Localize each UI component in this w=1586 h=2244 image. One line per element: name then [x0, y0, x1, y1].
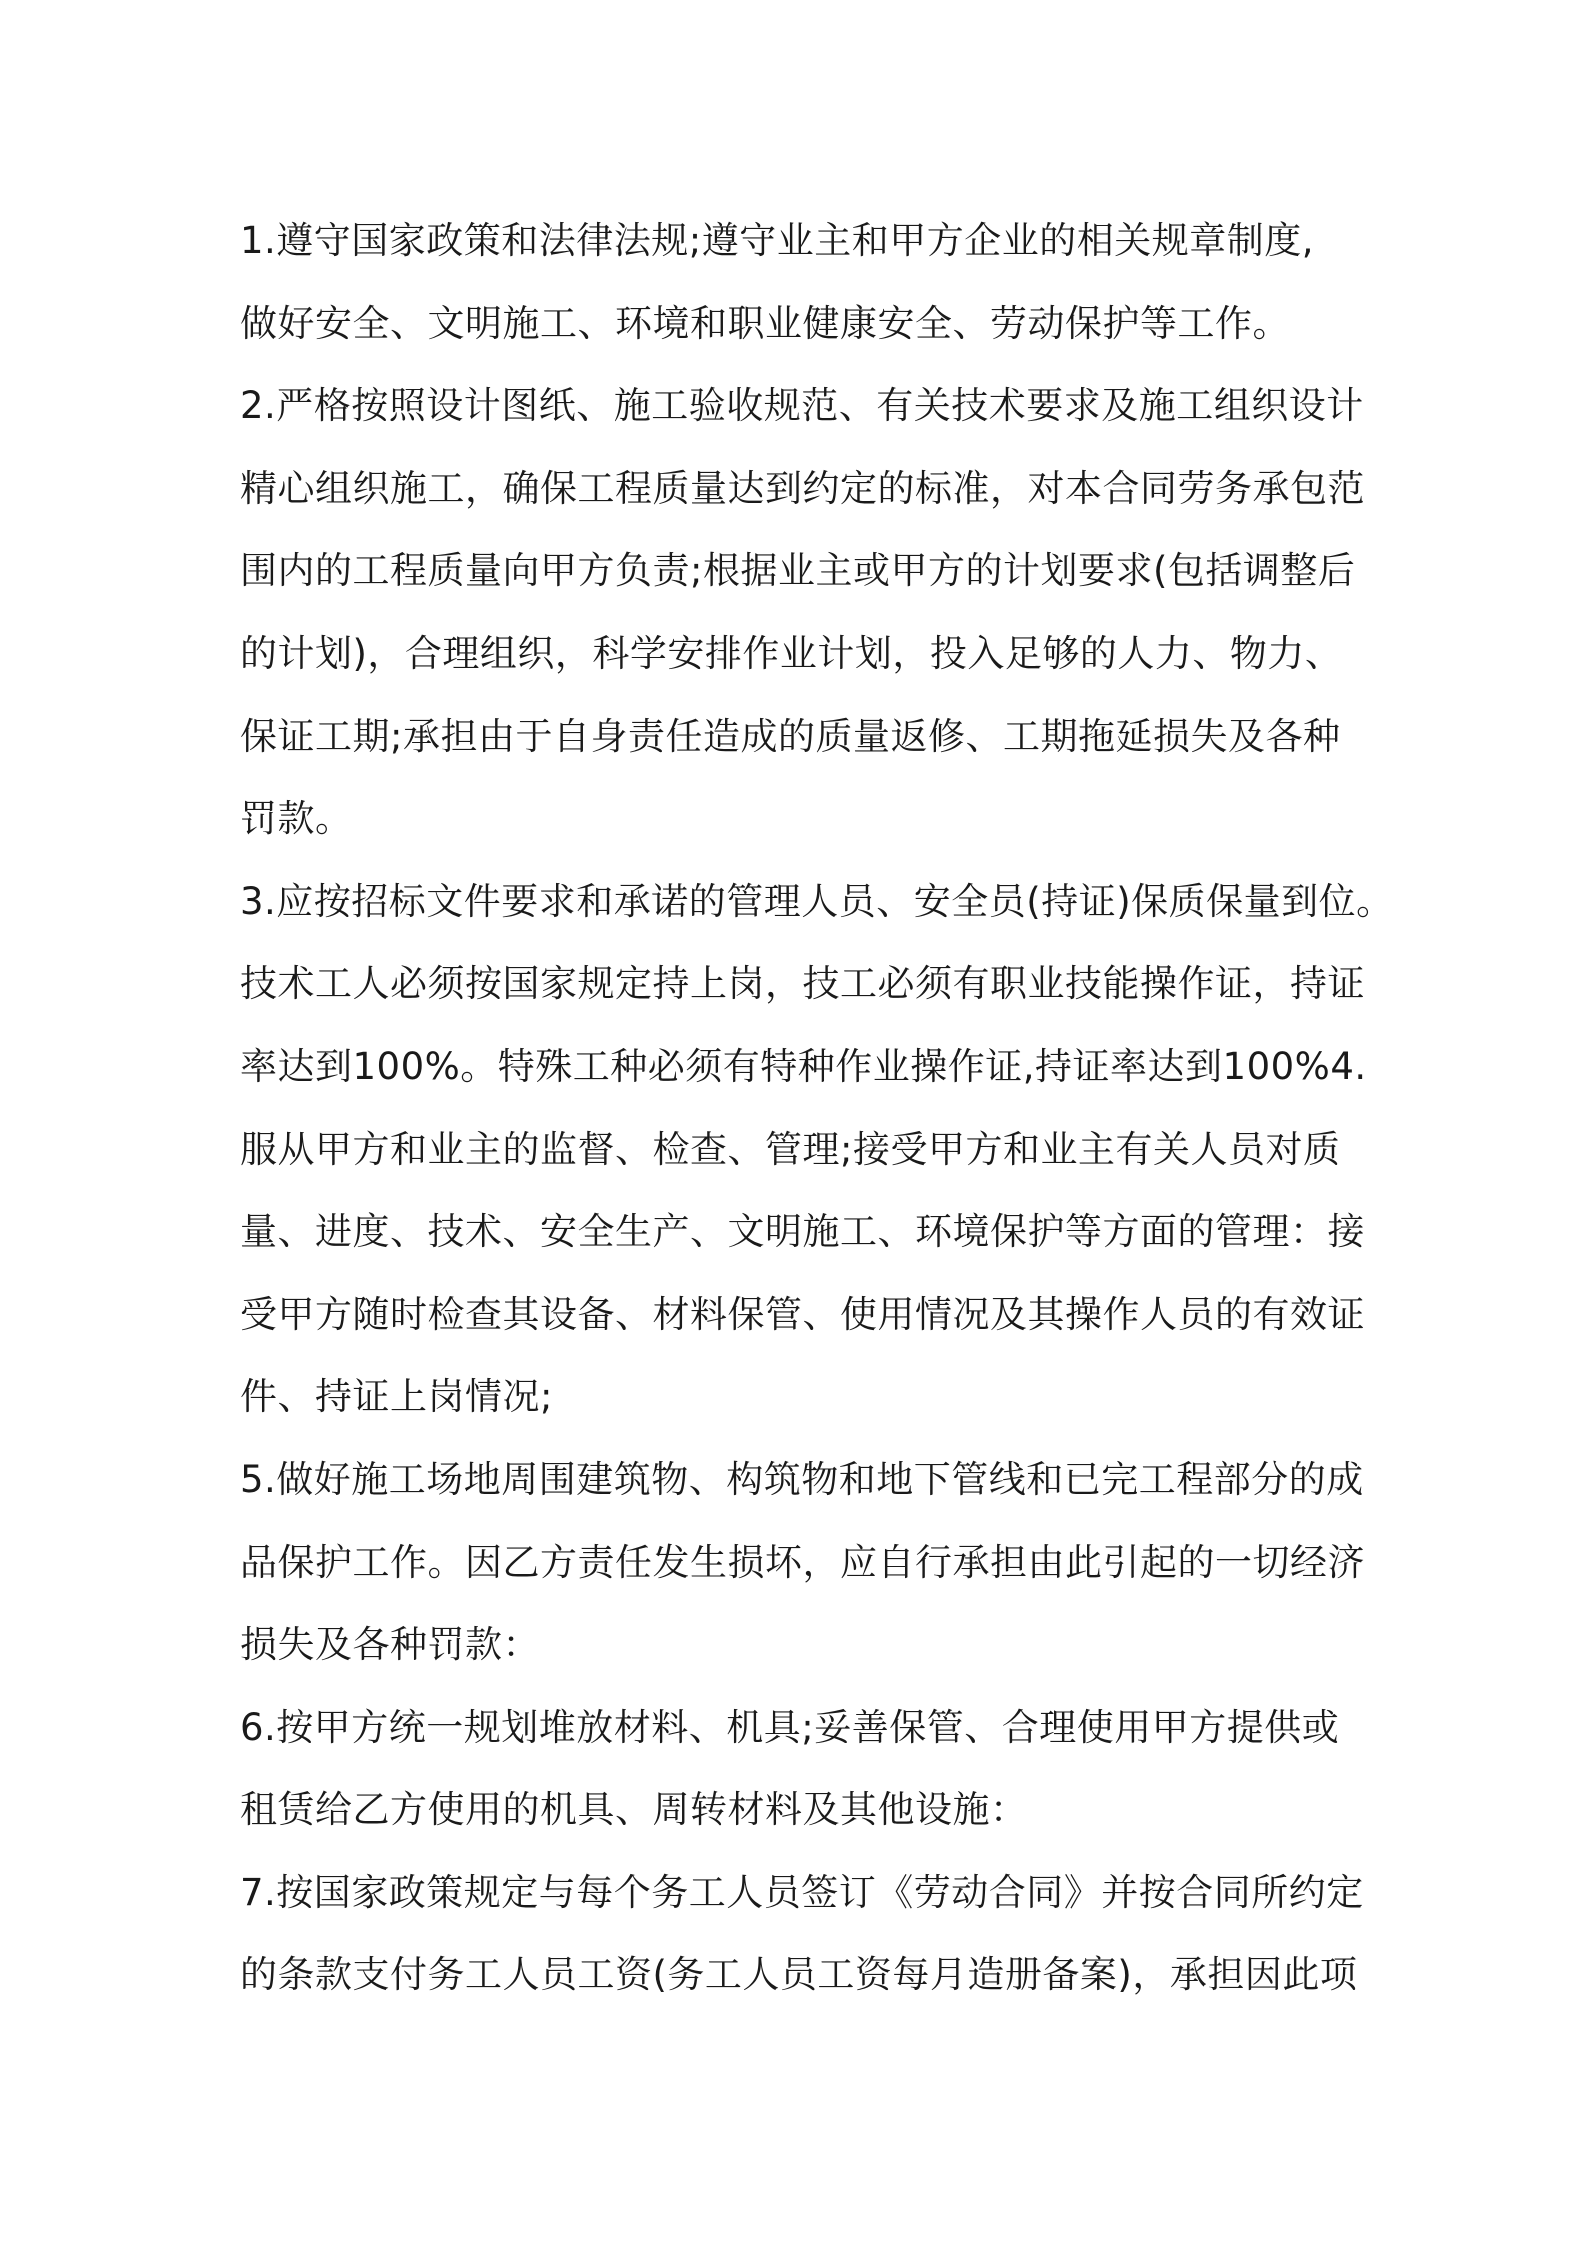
text-line-17: 品保护工作。因乙方责任发生损坏，应自行承担由此引起的一切经济 — [240, 1540, 1365, 1584]
text-line-3: 2.严格按照设计图纸、施工验收规范、有关技术要求及施工组织设计 — [240, 384, 1364, 428]
text-line-4: 精心组织施工，确保工程质量达到约定的标准，对本合同劳务承包范 — [240, 466, 1365, 510]
text-line-13: 量、进度、技术、安全生产、文明施工、环境保护等方面的管理：接 — [240, 1210, 1365, 1254]
text-line-7: 保证工期;承担由于自身责任造成的质量返修、工期拖延损失及各种 — [240, 714, 1341, 758]
text-line-21: 7.按国家政策规定与每个务工人员签订《劳动合同》并按合同所约定 — [240, 1870, 1364, 1914]
text-line-22: 的条款支付务工人员工资(务工人员工资每月造册备案)，承担因此项 — [240, 1953, 1358, 1997]
text-line-15: 件、持证上岗情况; — [240, 1375, 553, 1419]
text-line-14: 受甲方随时检查其设备、材料保管、使用情况及其操作人员的有效证 — [240, 1292, 1365, 1336]
text-line-11: 率达到100%。特殊工种必须有特种作业操作证,持证率达到100%4. — [240, 1044, 1367, 1088]
text-line-10: 技术工人必须按国家规定持上岗，技工必须有职业技能操作证，持证 — [240, 962, 1365, 1006]
text-line-18: 损失及各种罚款： — [240, 1623, 540, 1667]
text-line-16: 5.做好施工场地周围建筑物、构筑物和地下管线和已完工程部分的成 — [240, 1457, 1364, 1501]
text-line-9: 3.应按招标文件要求和承诺的管理人员、安全员(持证)保质保量到位。 — [240, 879, 1394, 923]
text-line-8: 罚款。 — [240, 797, 353, 841]
text-line-20: 租赁给乙方使用的机具、周转材料及其他设施： — [240, 1788, 1028, 1832]
text-line-6: 的计划)，合理组织，科学安排作业计划，投入足够的人力、物力、 — [240, 631, 1343, 675]
text-line-2: 做好安全、文明施工、环境和职业健康安全、劳动保护等工作。 — [240, 301, 1290, 345]
text-line-12: 服从甲方和业主的监督、检查、管理;接受甲方和业主有关人员对质 — [240, 1127, 1341, 1171]
text-line-5: 围内的工程质量向甲方负责;根据业主或甲方的计划要求(包括调整后 — [240, 549, 1356, 593]
document-body — [240, 200, 1394, 2017]
text-line-19: 6.按甲方统一规划堆放材料、机具;妥善保管、合理使用甲方提供或 — [240, 1705, 1340, 1749]
text-line-1: 1.遵守国家政策和法律法规;遵守业主和甲方企业的相关规章制度, — [240, 219, 1315, 262]
